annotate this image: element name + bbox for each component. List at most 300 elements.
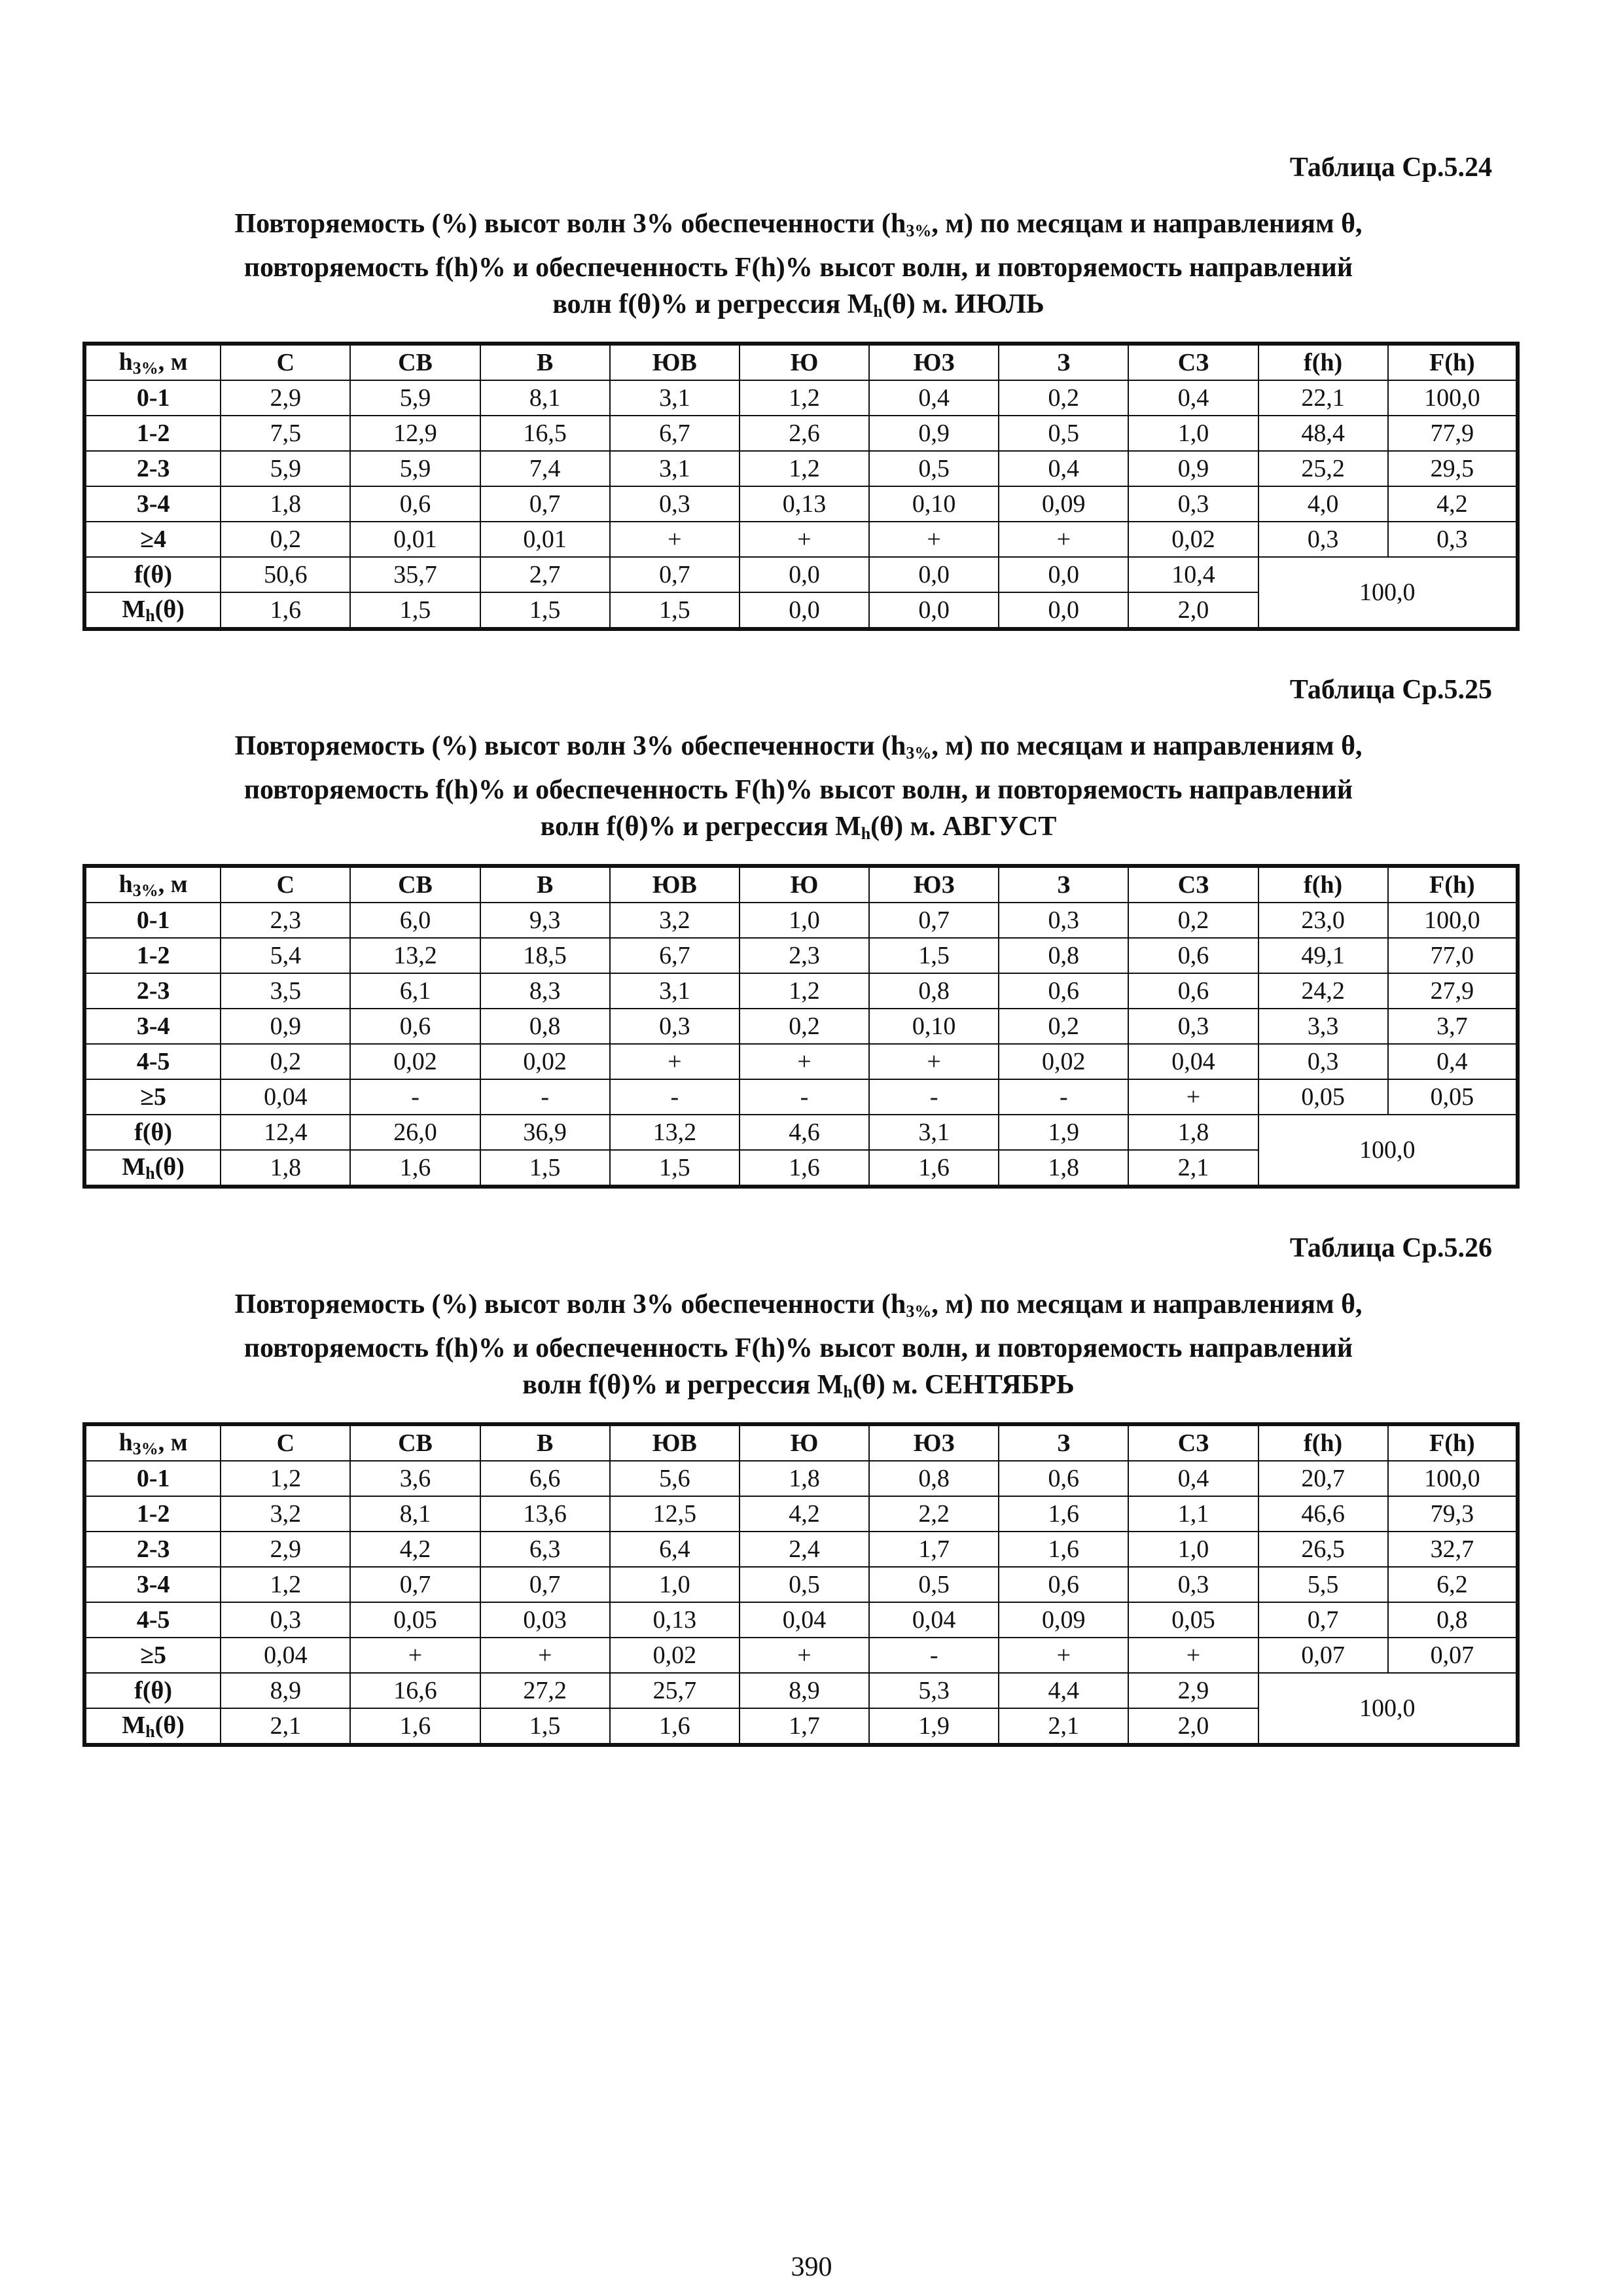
table-cell: + [1128,1638,1258,1673]
table-cell: 10,4 [1128,557,1258,592]
table-cell: 0,9 [1128,451,1258,486]
table-cell: 1,6 [740,1150,869,1187]
table-cell: 1,7 [869,1532,999,1567]
row-header: $M_h(\theta)$ [84,592,221,629]
table-cell: 3,2 [610,903,740,938]
table-cell: 22,1 [1258,380,1388,416]
row-header: 1-2 [84,416,221,451]
table-cell: 1,5 [480,592,610,629]
row-header: 3-4 [84,1009,221,1044]
table-cell: 0,8 [869,1461,999,1496]
column-header: З [999,344,1128,380]
table-cell: - [480,1079,610,1115]
table-row [84,973,1518,1009]
table-cell: 2,0 [1128,1708,1258,1745]
table-cell: 0,02 [610,1638,740,1673]
row-header: 2-3 [84,451,221,486]
column-header: f(h) [1258,344,1388,380]
table-cell: 0,3 [1388,522,1518,557]
column-header: СВ [350,1424,480,1461]
table-cell: 49,1 [1258,938,1388,973]
table-cell: 2,1 [221,1708,350,1745]
table-cell: - [869,1638,999,1673]
column-header: $h_{3\%}$, м [84,344,221,380]
row-header: $M_h(\theta)$ [84,1150,221,1187]
row-header: 0-1 [84,1461,221,1496]
row-header: 2-3 [84,1532,221,1567]
table-cell: 0,8 [999,938,1128,973]
table-cell: 0,2 [1128,903,1258,938]
table-cell: 3,1 [869,1115,999,1150]
table-cell: 0,10 [869,1009,999,1044]
table-cell: 1,0 [1128,416,1258,451]
table-cell: 25,2 [1258,451,1388,486]
table-cell: 0,3 [610,486,740,522]
table-cell: 0,6 [999,973,1128,1009]
column-header: f(h) [1258,866,1388,903]
row-header: ≥5 [84,1638,221,1673]
table-row [84,416,1518,451]
table-cell: 13,6 [480,1496,610,1532]
table-cell: 16,5 [480,416,610,451]
table-cell: 6,7 [610,416,740,451]
table-cell: 12,5 [610,1496,740,1532]
row-header: ≥4 [84,522,221,557]
table-row [84,451,1518,486]
row-header: 0-1 [84,380,221,416]
column-header: З [999,866,1128,903]
table-cell: 2,9 [1128,1673,1258,1708]
table-cell: 3,5 [221,973,350,1009]
row-header: $M_h(\theta)$ [84,1708,221,1745]
table-cell: 4,2 [350,1532,480,1567]
column-header: ЮВ [610,344,740,380]
table-cell: 0,0 [869,557,999,592]
table-cell: 46,6 [1258,1496,1388,1532]
header-row [84,866,1518,903]
caption-line: Повторяемость (%) высот волн 3% обеспеченности ($h_{3\%}$, м) по месяцам и направлениям θ, [234,209,1363,240]
column-header: В [480,344,610,380]
column-header: F(h) [1388,866,1518,903]
column-header: СЗ [1128,866,1258,903]
table-cell: 1,7 [740,1708,869,1745]
table-cell: 1,2 [221,1461,350,1496]
table-cell: 0,04 [869,1602,999,1638]
column-header: Ю [740,1424,869,1461]
table-cell: 0,04 [221,1079,350,1115]
table-cell: + [350,1638,480,1673]
table-cell: 3,1 [610,380,740,416]
table-cell: 2,4 [740,1532,869,1567]
table-cell: 7,5 [221,416,350,451]
table-cell: + [610,1044,740,1079]
row-header: 4-5 [84,1602,221,1638]
table-cell: 0,13 [740,486,869,522]
table-number: Таблица Ср.5.24 [1289,152,1492,183]
header-row [84,1424,1518,1461]
table-cell: 0,7 [1258,1602,1388,1638]
table-cell: 24,2 [1258,973,1388,1009]
table-cell: 6,0 [350,903,480,938]
table-cell: 3,1 [610,451,740,486]
table-cell: 4,2 [1388,486,1518,522]
table-cell: 1,9 [999,1115,1128,1150]
table-cell: 0,03 [480,1602,610,1638]
table-cell: 79,3 [1388,1496,1518,1532]
table-cell: 0,4 [869,380,999,416]
table-cell: 8,9 [221,1673,350,1708]
table-cell: 1,8 [221,486,350,522]
f-theta-row [84,1673,1518,1708]
table-cell: 0,09 [999,486,1128,522]
column-header: Ю [740,344,869,380]
table-cell: 1,9 [869,1708,999,1745]
table-cell: 8,1 [480,380,610,416]
table-cell: 0,8 [1388,1602,1518,1638]
table-cell: 13,2 [350,938,480,973]
table-cell: 0,6 [1128,973,1258,1009]
table-cell: 0,4 [1128,1461,1258,1496]
table-cell: 0,07 [1388,1638,1518,1673]
table-cell: 1,5 [480,1150,610,1187]
table-cell: 0,9 [869,416,999,451]
column-header: ЮЗ [869,1424,999,1461]
table-caption [92,1286,1505,1410]
table-cell: 0,05 [1258,1079,1388,1115]
column-header: ЮЗ [869,866,999,903]
row-header: 1-2 [84,1496,221,1532]
table-cell: + [999,1638,1128,1673]
table-row [84,1079,1518,1115]
table-cell: 0,7 [610,557,740,592]
table-cell: 0,3 [1258,522,1388,557]
table-cell: + [999,522,1128,557]
table-cell: 2,2 [869,1496,999,1532]
table-cell: 0,5 [999,416,1128,451]
table-cell: 2,3 [740,938,869,973]
table-cell: + [740,1044,869,1079]
table-cell: 6,1 [350,973,480,1009]
column-header: F(h) [1388,1424,1518,1461]
table-row [84,522,1518,557]
table-cell: 0,2 [740,1009,869,1044]
column-header: СЗ [1128,1424,1258,1461]
table-cell: 0,3 [999,903,1128,938]
table-cell: 7,4 [480,451,610,486]
table-cell: 23,0 [1258,903,1388,938]
table-cell: - [999,1079,1128,1115]
table-cell: - [740,1079,869,1115]
table-cell: 0,4 [1388,1044,1518,1079]
table-cell: 2,9 [221,1532,350,1567]
table-row [84,1461,1518,1496]
table-cell: 0,05 [1128,1602,1258,1638]
row-header: 0-1 [84,903,221,938]
table-cell: 0,02 [480,1044,610,1079]
table-cell: 36,9 [480,1115,610,1150]
table-cell: 0,3 [610,1009,740,1044]
table-row [84,1638,1518,1673]
table-cell: 77,9 [1388,416,1518,451]
table-cell: 1,2 [740,973,869,1009]
table-cell: 0,6 [350,486,480,522]
table-row [84,1567,1518,1602]
table-cell: 6,7 [610,938,740,973]
table-cell: 4,0 [1258,486,1388,522]
caption-line: волн f(θ)% и регрессия $M_h(\theta)$ м. ИЮЛЬ [552,289,1044,321]
caption-line: повторяемость f(h)% и обеспеченность F(h)% высот волн, и повторяемость направлений [243,1333,1353,1363]
row-header: f(θ) [84,557,221,592]
table-cell: 0,2 [999,1009,1128,1044]
wave-height-table [82,864,1520,1189]
table-cell: 0,04 [740,1602,869,1638]
caption-line: повторяемость f(h)% и обеспеченность F(h)% высот волн, и повторяемость направлений [243,253,1353,283]
table-cell: 32,7 [1388,1532,1518,1567]
column-header: В [480,866,610,903]
caption-line: волн f(θ)% и регрессия $M_h(\theta)$ м. СЕНТЯБРЬ [522,1370,1075,1401]
table-cell: 2,0 [1128,592,1258,629]
column-header: $h_{3\%}$, м [84,866,221,903]
table-cell: 6,3 [480,1532,610,1567]
table-cell: + [610,522,740,557]
table-row [84,938,1518,973]
table-cell: 100,0 [1388,380,1518,416]
table-cell: 2,7 [480,557,610,592]
table-cell: 1,8 [999,1150,1128,1187]
table-cell: 29,5 [1388,451,1518,486]
table-cell: 0,6 [999,1567,1128,1602]
table-row [84,903,1518,938]
table-row [84,1044,1518,1079]
column-header: З [999,1424,1128,1461]
table-cell: 2,1 [999,1708,1128,1745]
row-header: 1-2 [84,938,221,973]
table-cell: 1,6 [350,1150,480,1187]
table-cell: 1,8 [740,1461,869,1496]
table-cell: 100,0 [1388,1461,1518,1496]
total-cell: 100,0 [1258,1673,1518,1745]
table-cell: 0,5 [869,1567,999,1602]
table-number: Таблица Ср.5.26 [1289,1233,1492,1263]
table-cell: 0,0 [999,592,1128,629]
table-cell: 1,0 [610,1567,740,1602]
table-cell: 12,9 [350,416,480,451]
table-cell: 0,01 [480,522,610,557]
table-cell: 18,5 [480,938,610,973]
table-cell: 0,0 [740,592,869,629]
column-header: $h_{3\%}$, м [84,1424,221,1461]
table-cell: 0,02 [350,1044,480,1079]
row-header: 3-4 [84,486,221,522]
table-cell: 0,3 [221,1602,350,1638]
table-cell: 77,0 [1388,938,1518,973]
table-cell: 0,05 [1388,1079,1518,1115]
table-cell: 26,5 [1258,1532,1388,1567]
table-cell: 1,1 [1128,1496,1258,1532]
column-header: СЗ [1128,344,1258,380]
table-cell: + [869,522,999,557]
table-cell: 0,0 [740,557,869,592]
table-cell: 0,5 [740,1567,869,1602]
table-cell: 1,6 [869,1150,999,1187]
table-cell: 5,9 [221,451,350,486]
table-cell: 35,7 [350,557,480,592]
table-cell: 6,2 [1388,1567,1518,1602]
table-cell: 0,6 [350,1009,480,1044]
table-cell: 50,6 [221,557,350,592]
table-cell: + [740,1638,869,1673]
table-cell: 1,6 [610,1708,740,1745]
table-cell: 9,3 [480,903,610,938]
table-cell: 1,8 [221,1150,350,1187]
f-theta-row [84,557,1518,592]
page-number: 390 [791,2252,832,2282]
table-cell: 5,9 [350,380,480,416]
row-header: ≥5 [84,1079,221,1115]
table-cell: 1,8 [1128,1115,1258,1150]
table-cell: 0,3 [1258,1044,1388,1079]
table-cell: 3,7 [1388,1009,1518,1044]
table-cell: 0,9 [221,1009,350,1044]
table-cell: 1,5 [610,1150,740,1187]
table-cell: 0,3 [1128,1009,1258,1044]
table-cell: - [869,1079,999,1115]
table-cell: 0,04 [1128,1044,1258,1079]
table-cell: 1,5 [610,592,740,629]
total-cell: 100,0 [1258,1115,1518,1187]
table-cell: 0,4 [1128,380,1258,416]
table-cell: 2,3 [221,903,350,938]
table-cell: 0,09 [999,1602,1128,1638]
table-cell: 1,2 [740,380,869,416]
table-cell: 2,1 [1128,1150,1258,1187]
table-cell: 4,4 [999,1673,1128,1708]
column-header: С [221,866,350,903]
column-header: С [221,344,350,380]
row-header: f(θ) [84,1673,221,1708]
table-cell: 0,01 [350,522,480,557]
table-cell: 0,2 [221,522,350,557]
table-cell: 3,6 [350,1461,480,1496]
table-cell: 1,0 [740,903,869,938]
table-cell: 0,05 [350,1602,480,1638]
table-cell: 1,6 [999,1532,1128,1567]
table-cell: 5,3 [869,1673,999,1708]
table-number: Таблица Ср.5.25 [1289,675,1492,705]
table-cell: 0,0 [869,592,999,629]
table-cell: 5,9 [350,451,480,486]
table-cell: - [350,1079,480,1115]
table-row [84,1496,1518,1532]
table-cell: - [610,1079,740,1115]
table-cell: 1,5 [350,592,480,629]
table-cell: 0,3 [1128,1567,1258,1602]
total-cell: 100,0 [1258,557,1518,629]
table-cell: 0,6 [1128,938,1258,973]
table-cell: + [740,522,869,557]
caption-line: волн f(θ)% и регрессия $M_h(\theta)$ м. АВГУСТ [540,812,1057,843]
caption-line: повторяемость f(h)% и обеспеченность F(h)% высот волн, и повторяемость направлений [243,775,1353,805]
table-cell: 0,5 [869,451,999,486]
table-cell: 0,04 [221,1638,350,1673]
column-header: СВ [350,344,480,380]
table-cell: 1,6 [350,1708,480,1745]
table-cell: 3,3 [1258,1009,1388,1044]
table-cell: + [480,1638,610,1673]
table-cell: 5,4 [221,938,350,973]
row-header: 4-5 [84,1044,221,1079]
column-header: С [221,1424,350,1461]
column-header: ЮЗ [869,344,999,380]
table-row [84,486,1518,522]
table-cell: + [869,1044,999,1079]
column-header: F(h) [1388,344,1518,380]
table-caption [92,728,1505,852]
row-header: f(θ) [84,1115,221,1150]
table-cell: 1,6 [221,592,350,629]
table-cell: 0,2 [221,1044,350,1079]
table-cell: 1,2 [740,451,869,486]
table-cell: 1,5 [869,938,999,973]
table-cell: 2,6 [740,416,869,451]
caption-line: Повторяемость (%) высот волн 3% обеспеченности ($h_{3\%}$, м) по месяцам и направлениям θ, [234,731,1363,762]
table-cell: 1,5 [480,1708,610,1745]
table-cell: 13,2 [610,1115,740,1150]
table-cell: 27,2 [480,1673,610,1708]
row-header: 2-3 [84,973,221,1009]
table-cell: 8,9 [740,1673,869,1708]
column-header: СВ [350,866,480,903]
f-theta-row [84,1115,1518,1150]
table-cell: 4,2 [740,1496,869,1532]
table-cell: 0,8 [480,1009,610,1044]
table-caption [92,206,1505,330]
table-cell: 27,9 [1388,973,1518,1009]
table-row [84,380,1518,416]
table-cell: 0,02 [999,1044,1128,1079]
table-cell: 5,5 [1258,1567,1388,1602]
table-cell: 0,10 [869,486,999,522]
table-cell: 3,2 [221,1496,350,1532]
table-cell: 0,7 [480,486,610,522]
table-cell: 6,6 [480,1461,610,1496]
table-cell: 12,4 [221,1115,350,1150]
column-header: f(h) [1258,1424,1388,1461]
table-cell: 0,8 [869,973,999,1009]
table-cell: 8,1 [350,1496,480,1532]
table-cell: 0,02 [1128,522,1258,557]
table-cell: 0,13 [610,1602,740,1638]
table-cell: 0,0 [999,557,1128,592]
table-cell: + [1128,1079,1258,1115]
row-header: 3-4 [84,1567,221,1602]
table-cell: 8,3 [480,973,610,1009]
wave-height-table [82,342,1520,631]
table-cell: 5,6 [610,1461,740,1496]
table-cell: 20,7 [1258,1461,1388,1496]
table-cell: 1,2 [221,1567,350,1602]
table-cell: 0,07 [1258,1638,1388,1673]
table-cell: 0,2 [999,380,1128,416]
table-row [84,1602,1518,1638]
table-cell: 6,4 [610,1532,740,1567]
table-cell: 0,3 [1128,486,1258,522]
column-header: Ю [740,866,869,903]
table-cell: 0,4 [999,451,1128,486]
table-cell: 16,6 [350,1673,480,1708]
table-cell: 0,7 [350,1567,480,1602]
table-cell: 26,0 [350,1115,480,1150]
